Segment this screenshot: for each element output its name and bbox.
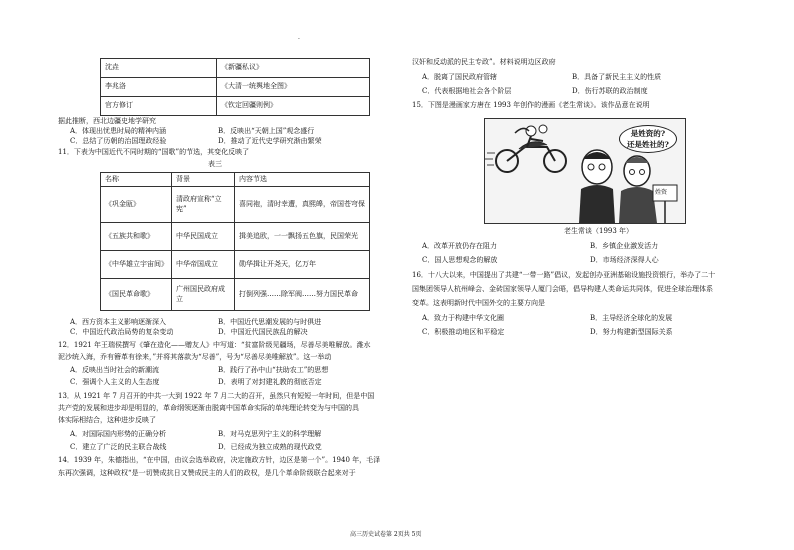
- page-footer: 高三历史试卷第 2页共 5页: [350, 531, 422, 538]
- q12-line-2: 泥沙统入海，乔有簪革有徐来，”并将其落款为“尽善”，号为“尽善尽美唯解放”。这一举动: [58, 353, 332, 361]
- q13-option-b[interactable]: B．对马克思列宁主义的科学理解: [218, 430, 322, 438]
- table-header: 名称: [101, 173, 172, 187]
- q12-line-1: 12．1921 年王瑞侯撰写《肇在造化——赠友人》中写道：“贫富阶级见疆场，尽善尽美唯解放。潍水: [58, 341, 371, 349]
- table-cell: 沈垚: [101, 59, 217, 78]
- author-works-table: [100, 58, 370, 116]
- table-cell: 喜同袍，清时幸遭，真熙皞，帝国苍穹保: [235, 187, 370, 223]
- table-cell: 清政府宣称“立宪”: [172, 187, 235, 223]
- q13-line-3: 体实际相结合，这种进步反映了: [58, 416, 156, 424]
- q14-option-a[interactable]: A．脱离了国民政府管辖: [422, 73, 498, 81]
- q13-option-d[interactable]: D．已经成为独立成熟的现代政党: [218, 443, 322, 451]
- table-cell: 揖美追欧，一一飘扬五色旗，民国荣光: [235, 223, 370, 251]
- q10-option-b[interactable]: B．反映出“天朝上国”观念盛行: [218, 127, 315, 135]
- q10-option-a[interactable]: A．体现出忧患时局的精神内涵: [70, 127, 167, 135]
- page-mark: ·: [298, 36, 300, 43]
- q13-line-1: 13．从 1921 年 7 月召开的中共一大到 1922 年 7 月二大的召开，虽然只有短短一年时间，但是中国: [58, 392, 375, 400]
- q14-tail: 汉奸和反动派的民主专政”。材料说明边区政府: [412, 58, 556, 66]
- q15-stem: 15．下图是漫画家方唐在 1993 年创作的漫画《老生常谈》。该作品意在说明: [412, 101, 650, 109]
- table-cell: 中华帝国成立: [172, 251, 235, 279]
- q14-option-b[interactable]: B．具备了新民主主义的性质: [572, 73, 662, 81]
- q14-option-c[interactable]: C．代表根据地社会各个阶层: [422, 87, 512, 95]
- q11-stem: 11．下表为中国近代不同时期的“国歌”的节选，其变化反映了: [58, 148, 250, 156]
- q15-option-c[interactable]: C．国人思想观念的解放: [422, 256, 498, 264]
- table-cell: 官方修订: [101, 97, 217, 116]
- q12-option-c[interactable]: C．强调个人主义的人生态度: [70, 378, 160, 386]
- table-cell: 广州国民政府成立: [172, 279, 235, 311]
- q16-option-d[interactable]: D．努力构建新型国际关系: [590, 328, 673, 336]
- table-cell: 《中华雄立宇宙间》: [101, 251, 172, 279]
- q11-option-c[interactable]: C．中国近代政治局势的复杂变动: [70, 328, 174, 336]
- q16-option-a[interactable]: A．致力于构建中华文化圈: [422, 314, 505, 322]
- speech-bubble: [619, 125, 677, 153]
- q11-option-a[interactable]: A．西方资本主义影响逐渐深入: [70, 318, 167, 326]
- bubble-line-2: 还是姓社的?: [627, 140, 669, 149]
- table-cell: 中华民国成立: [172, 223, 235, 251]
- q12-option-b[interactable]: B．践行了孙中山“扶助农工”的思想: [218, 366, 329, 374]
- q10-option-d[interactable]: D．推动了近代史学研究渐由繁荣: [218, 137, 322, 145]
- q14-line-1: 14．1939 年，朱德指出，“在中国，由议会选举政府，决定施政方针，边区是第一个”。1940 年，毛泽: [58, 456, 381, 464]
- q14-line-2: 东再次强调，这种政权“是一切赞成抗日又赞成民主的人们的政权，是几个革命阶级联合起来对于: [58, 469, 356, 477]
- table-cell: 《钦定回疆则例》: [217, 97, 370, 116]
- q10-option-c[interactable]: C．总结了历朝的治国理政经验: [70, 137, 167, 145]
- q16-line-2: 国集团领导人杭州峰会、金砖国家领导人厦门会晤，倡导构建人类命运共同体，促进全球治理体系: [412, 285, 713, 293]
- cartoon-caption: 老生常谈（1993 年）: [564, 227, 634, 235]
- q16-option-b[interactable]: B．主导经济全球化的发展: [590, 314, 673, 322]
- table-cell: 《新疆私议》: [217, 59, 370, 78]
- cartoon-illustration: [484, 118, 686, 224]
- table-cell: 打倒列强……除军阀……努力国民革命: [235, 279, 370, 311]
- q15-option-d[interactable]: D．市场经济深得人心: [590, 256, 659, 264]
- q13-option-a[interactable]: A．对国际国内形势的正确分析: [70, 430, 167, 438]
- table-cell: 李兆洛: [101, 78, 217, 97]
- q11-option-b[interactable]: B．中国近代思潮发展的与时俱进: [218, 318, 322, 326]
- table-cell: 勋华揖让开尧天，亿万年: [235, 251, 370, 279]
- q13-option-c[interactable]: C．建立了广泛的民主联合战线: [70, 443, 167, 451]
- table-cell: 《巩金瓯》: [101, 187, 172, 223]
- q12-option-a[interactable]: A．反映出当时社会的新潮流: [70, 366, 160, 374]
- bubble-line-1: 是姓资的?: [630, 129, 666, 138]
- q16-line-3: 变革。这表明新时代中国外交的主要方向是: [412, 299, 545, 307]
- table-header: 背景: [172, 173, 235, 187]
- table-cell: 《国民革命歌》: [101, 279, 172, 311]
- table-cell: 《五族共和歌》: [101, 223, 172, 251]
- q14-option-d[interactable]: D．伤行苏联的政治制度: [572, 87, 648, 95]
- q16-option-c[interactable]: C．积极推动地区和平稳定: [422, 328, 505, 336]
- table-header: 内容节选: [235, 173, 370, 187]
- table3-caption: 表三: [208, 160, 222, 168]
- q15-option-b[interactable]: B．乡镇企业激发活力: [590, 242, 659, 250]
- q11-option-d[interactable]: D．中国近代国民族乱的解决: [218, 328, 308, 336]
- q16-line-1: 16．十八大以来，中国提出了共建“一带一路”倡议，发起创办亚洲基础设施投资银行，举办了二十: [412, 271, 716, 279]
- q12-option-d[interactable]: D．表明了对封建礼教的彻底否定: [218, 378, 322, 386]
- anthem-table: [100, 172, 370, 311]
- table-cell: 《大清一统舆地全图》: [217, 78, 370, 97]
- sign-text: 姓资: [655, 189, 668, 196]
- q10-tail: 据此推断，西北边疆史地学研究: [58, 117, 156, 125]
- q13-line-2: 共产党的发展和进步却是明显的，革命纲领逐渐由脱离中国革命实际的单纯理论转变为与中国的具: [58, 404, 359, 412]
- q15-option-a[interactable]: A．改革开放仍存在阻力: [422, 242, 498, 250]
